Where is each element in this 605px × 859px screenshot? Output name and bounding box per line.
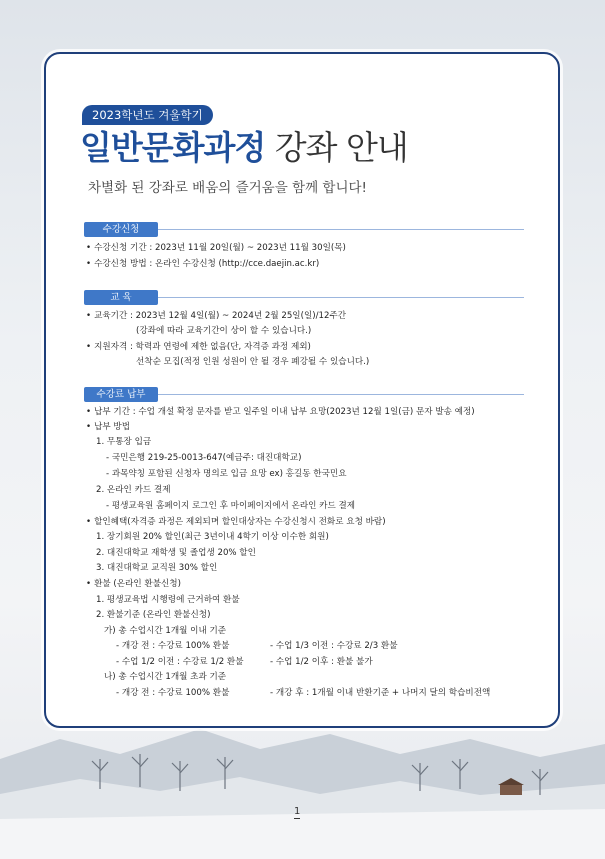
- page-title: [80, 128, 408, 168]
- refund-b: 나) 총 수업시간 1개월 초과 기준: [104, 672, 227, 682]
- discount-title: • 할인혜택(자격증 과정은 제외되며 할인대상자는 수강신청시 전화로 요청 바람): [86, 516, 386, 528]
- payment-period: • 납부 기간 : 수업 개설 확정 문자를 받고 일주일 이내 납부 요망(2023년 12월 1일(금) 문자 발송 예정): [86, 406, 475, 418]
- discount-1: 1. 장기회원 20% 할인(최근 3년이내 4학기 이상 이수한 회원): [96, 532, 329, 542]
- page-subtitle: 차별화 된 강좌로 배움의 즐거움을 함께 합니다!: [88, 180, 367, 196]
- refund-2: 2. 환불기준 (온라인 환불신청): [96, 610, 211, 620]
- education-period-note: (강좌에 따라 교육기간이 상이 할 수 있습니다.): [136, 326, 312, 336]
- payment-method-2a: - 평생교육원 홈페이지 로그인 후 마이페이지에서 온라인 카드 결제: [106, 501, 356, 511]
- education-qualification-note: 선착순 모집(적정 인원 성원이 안 될 경우 폐강될 수 있습니다.): [136, 357, 370, 367]
- refund-a2: - 수업 1/3 이전 : 수강료 2/3 환불: [270, 641, 398, 651]
- refund-a1: - 개강 전 : 수강료 100% 환불: [116, 641, 230, 651]
- discount-2: 2. 대진대학교 재학생 및 졸업생 20% 할인: [96, 548, 256, 558]
- payment-method-1: 1. 무통장 입금: [96, 437, 152, 447]
- section-label-payment: 수강료 납부: [84, 387, 158, 402]
- section-divider: [158, 229, 524, 230]
- section-divider: [158, 394, 524, 395]
- discount-3: 3. 대진대학교 교직원 30% 할인: [96, 563, 218, 573]
- title-rest: 강좌 안내: [265, 128, 408, 167]
- payment-method-title: • 납부 방법: [86, 421, 130, 433]
- registration-method: • 수강신청 방법 : 온라인 수강신청 (http://cce.daejin.ac.kr): [86, 258, 319, 270]
- section-divider: [158, 297, 524, 298]
- payment-method-1a: - 국민은행 219-25-0013-647(예금주: 대진대학교): [106, 453, 302, 463]
- refund-b2: - 개강 후 : 1개월 이내 반환기준 + 나머지 달의 학습비전액: [270, 688, 491, 698]
- refund-title: • 환불 (온라인 환불신청): [86, 578, 181, 590]
- title-main: 일반문화과정: [80, 128, 266, 167]
- refund-a4: - 수업 1/2 이후 : 환불 불가: [270, 657, 373, 667]
- education-qualification: • 지원자격 : 학력과 연령에 제한 없음(단, 자격증 과정 제외): [86, 341, 311, 353]
- refund-b1: - 개강 전 : 수강료 100% 환불: [116, 688, 230, 698]
- section-label-education: 교 육: [84, 290, 158, 305]
- refund-a3: - 수업 1/2 이전 : 수강료 1/2 환불: [116, 657, 244, 667]
- registration-period: • 수강신청 기간 : 2023년 11월 20일(월) ~ 2023년 11월 30일(목): [86, 242, 346, 254]
- education-period: • 교육기간 : 2023년 12월 4일(월) ~ 2024년 2월 25일(일)/12주간: [86, 310, 346, 322]
- refund-a: 가) 총 수업시간 1개월 이내 기준: [104, 626, 227, 636]
- section-label-registration: 수강신청: [84, 222, 158, 237]
- payment-method-1b: - 과목약칭 포함된 신청자 명의로 입금 요망 ex) 홍길동 한국민요: [106, 469, 347, 479]
- year-badge: 2023학년도 겨울학기: [82, 105, 213, 125]
- payment-method-2: 2. 온라인 카드 결제: [96, 485, 171, 495]
- refund-1: 1. 평생교육법 시행령에 근거하여 환불: [96, 595, 240, 605]
- page-number: 1: [294, 806, 301, 817]
